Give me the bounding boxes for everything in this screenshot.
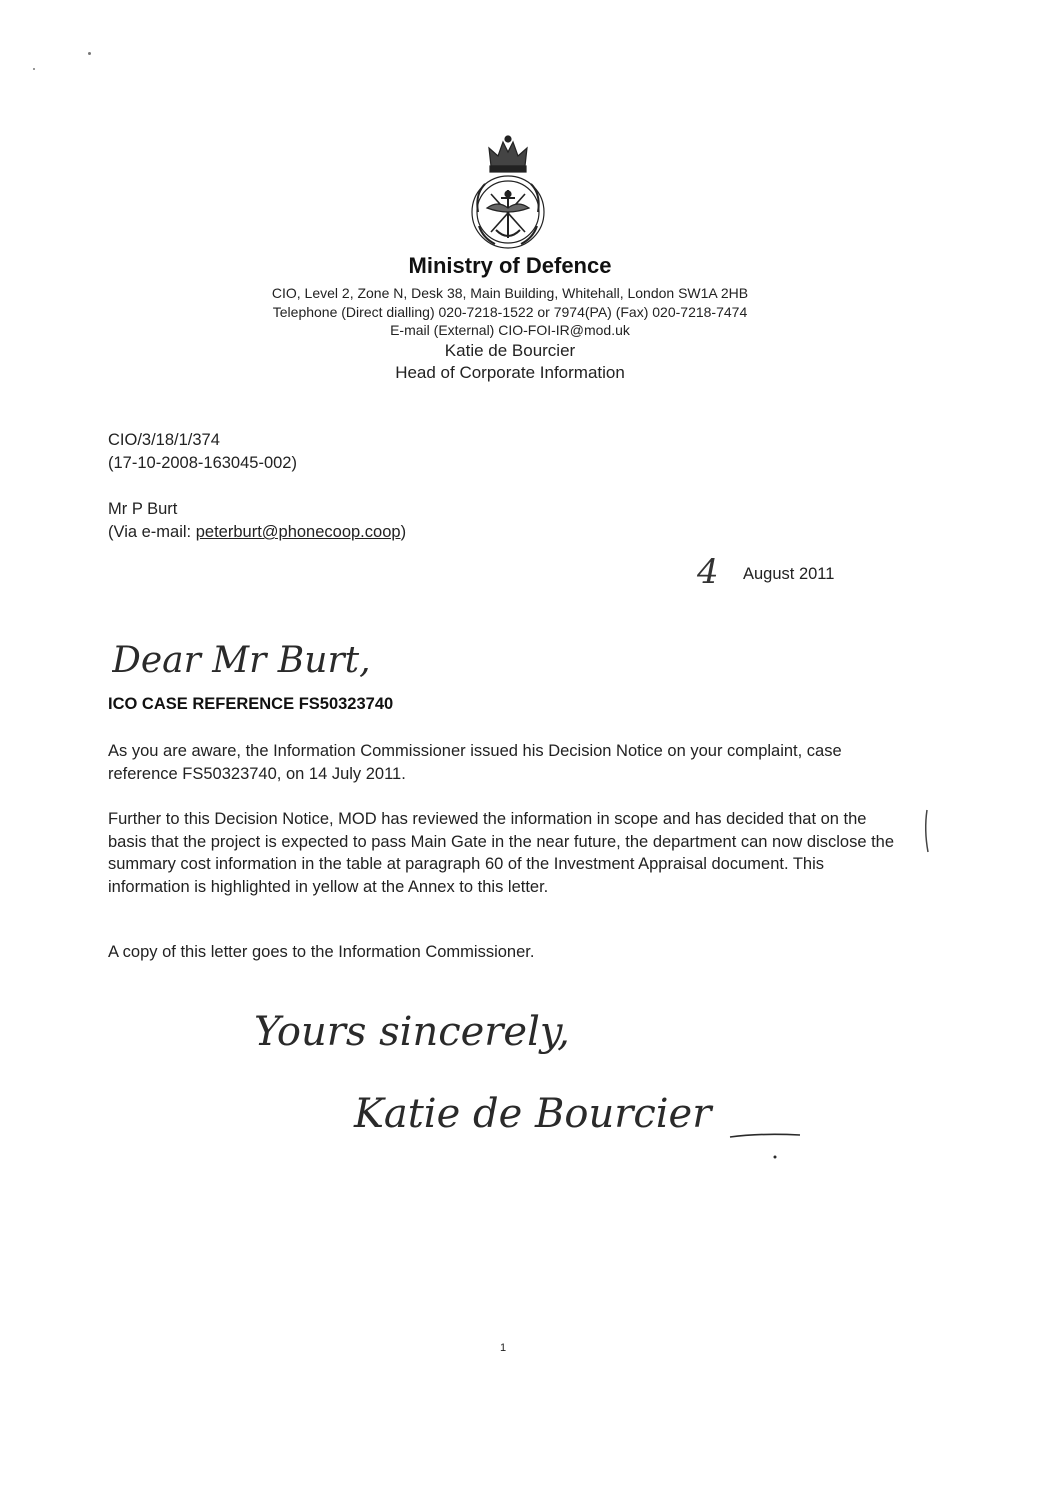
closing-text: Yours sincerely, [254, 1009, 570, 1055]
signature-text: Katie de Bourcier [354, 1091, 712, 1137]
paragraph-2: Further to this Decision Notice, MOD has reviewed the information in scope and has decided that on the basis that the project is expected to pass Main Gate in the near future, the department can now disclose the summary cost information in the table at paragraph 60 of the Investment Appraisal document. This information is highlighted in yellow at the Annex to this letter. [108, 810, 895, 896]
recipient-email-line [108, 521, 406, 543]
scan-speck [33, 68, 35, 70]
page-number: 1 [500, 1342, 507, 1354]
sender-title: Head of Corporate Information [395, 363, 625, 382]
date-month-year: August 2011 [743, 565, 835, 583]
subject-line: ICO CASE REFERENCE FS50323740 [108, 695, 394, 713]
date-day-handwritten: 4 [697, 552, 719, 592]
via-prefix: (Via e-mail: [108, 523, 196, 541]
case-number: (17-10-2008-163045-002) [108, 454, 297, 472]
via-suffix: ) [400, 523, 407, 541]
organisation-name: Ministry of Defence [408, 253, 612, 278]
address-line: CIO, Level 2, Zone N, Desk 38, Main Building, Whitehall, London SW1A 2HB [271, 285, 749, 301]
reference-number: CIO/3/18/1/374 [108, 431, 220, 449]
telephone-line: Telephone (Direct dialling) 020-7218-1522 or 7974(PA) (Fax) 020-7218-7474 [272, 304, 748, 320]
royal-crest-icon [463, 134, 553, 252]
paragraph-1: As you are aware, the Information Commissioner issued his Decision Notice on your complaint, case reference FS50323740, on 14 July 2011. [108, 742, 842, 783]
salutation-handwritten [112, 630, 452, 690]
scan-speck [88, 52, 91, 55]
signature-handwritten [350, 1075, 820, 1165]
closing-handwritten [250, 995, 650, 1075]
recipient-email-link[interactable]: peterburt@phonecoop.coop [195, 523, 401, 541]
salutation-text: Dear Mr Burt, [112, 640, 371, 681]
margin-mark [922, 808, 934, 854]
paragraph-3: A copy of this letter goes to the Information Commissioner. [108, 943, 535, 961]
recipient-name: Mr P Burt [108, 500, 178, 518]
email-line: E-mail (External) CIO-FOI-IR@mod.uk [390, 322, 630, 338]
sender-name: Katie de Bourcier [444, 341, 576, 360]
